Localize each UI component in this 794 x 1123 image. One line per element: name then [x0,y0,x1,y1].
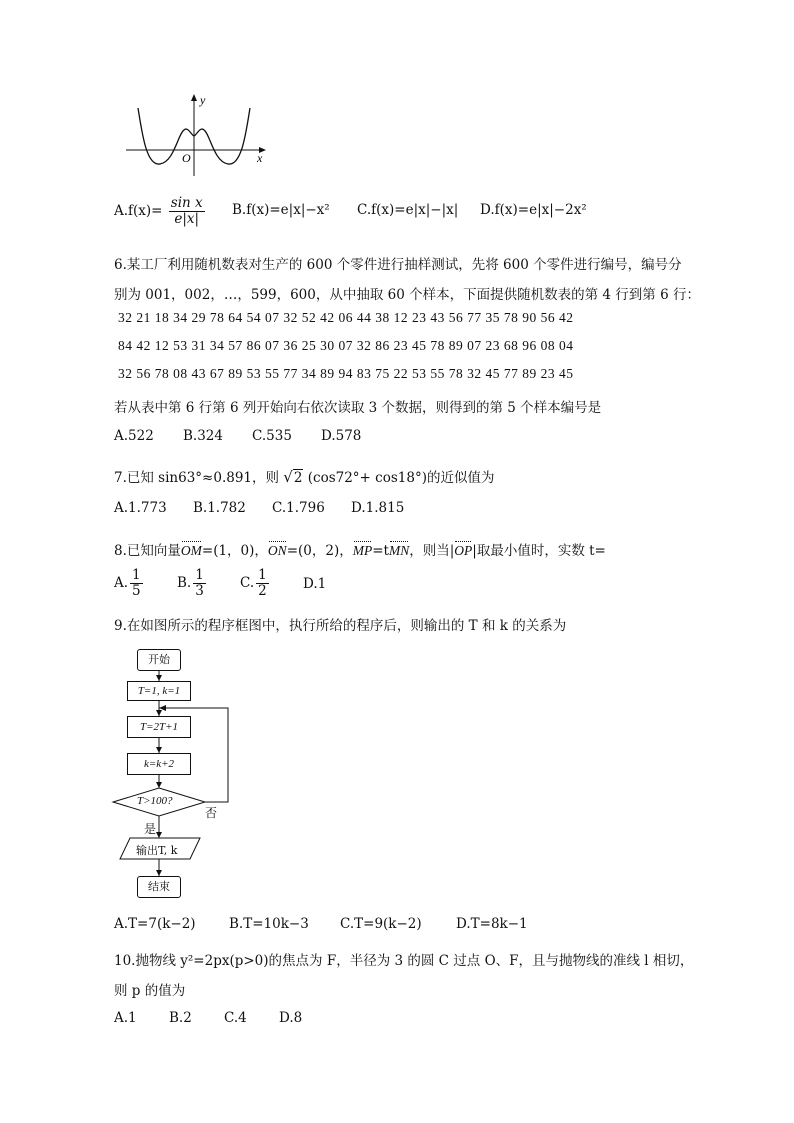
vector-om: OM [180,543,202,558]
q7-option-b: B.1.782 [193,500,246,516]
q7-option-a: A.1.773 [114,500,167,516]
flowchart-condition: T>100? [137,795,173,807]
q5-option-a-fraction: $\frac{\text{sin x}}{e|x|}$ [170,195,203,227]
function-graph [120,92,270,180]
q6-random-row-6: 32 56 78 08 43 67 89 53 55 77 34 89 94 83 75 22 53 55 78 32 45 77 89 23 45 [118,366,574,381]
q9-option-a: A.T=7(k−2) [114,916,196,932]
flowchart-output: 输出T, k [136,844,178,857]
sqrt-symbol: √ [283,468,293,486]
flowchart-start: 开始 [137,649,181,671]
q10-option-d: D.8 [279,1010,303,1026]
flowchart-end: 结束 [137,876,181,898]
q7-option-c: C.1.796 [272,500,325,516]
q5-option-a: A.f(x)= $\frac{\text{sin x}}{e|x|}$ [114,195,203,227]
vector-mn: MN [388,543,410,558]
q6-option-a: A.522 [114,428,154,444]
flowchart-update-k: k=k+2 [127,753,191,775]
q8-option-b: B. $\frac{1}{3}$ [177,567,204,599]
q9-text: 9.在如图所示的程序框图中，执行所给的程序后，则输出的 T 和 k 的关系为 [114,618,567,634]
q10-text-line2: 则 p 的值为 [114,983,186,999]
q8-option-d: D.1 [303,576,327,592]
flowchart-yes-label: 是 [144,822,157,836]
q9-option-c: C.T=9(k−2) [340,916,422,932]
q7-text: 7.已知 sin63°≈0.891，则 √2 (cos72°+ cos18°)的近似值为 [114,468,495,486]
flowchart-update-t: T=2T+1 [127,716,191,738]
q9-option-b: B.T=10k−3 [229,916,309,932]
q6-random-row-4: 32 21 18 34 29 78 64 54 07 32 52 42 06 44 38 12 23 43 56 77 35 78 90 56 42 [118,310,574,325]
q6-text-line1: 6.某工厂利用随机数表对生产的 600 个零件进行抽样测试，先将 600 个零件进行编号，编号分 [114,257,682,273]
q6-option-d: D.578 [321,428,362,444]
q5-option-c: C.f(x)=e|x|−|x| [357,202,459,218]
vector-mp: MP [352,543,373,558]
vector-op: OP [454,543,473,558]
q8-text: 8.已知向量OM=(1，0)，ON=(0，2)，MP=tMN，则当|OP|取最小值时，实数 t= [114,543,606,559]
origin-label: O [182,151,191,165]
q5-option-d: D.f(x)=e|x|−2x² [480,202,587,218]
y-axis-label: y [200,93,206,107]
q9-option-d: D.T=8k−1 [456,916,528,932]
vector-on: ON [267,543,287,558]
q7-option-d: D.1.815 [351,500,405,516]
q6-text-line2: 别为 001，002，…，599，600，从中抽取 60 个样本，下面提供随机数表的第 4 行到第 6 行： [114,287,700,303]
q10-option-a: A.1 [114,1010,137,1026]
q6-text-line3: 若从表中第 6 行第 6 列开始向右依次读取 3 个数据，则得到的第 5 个样本编号是 [114,400,602,416]
q6-option-b: B.324 [183,428,223,444]
x-axis-label: x [257,151,263,165]
q10-option-c: C.4 [224,1010,247,1026]
q10-option-b: B.2 [169,1010,192,1026]
q5-option-b: B.f(x)=e|x|−x² [232,202,330,218]
q6-option-c: C.535 [252,428,292,444]
q8-option-c: C. $\frac{1}{2}$ [240,567,267,599]
q8-option-a: A. $\frac{1}{5}$ [114,567,141,599]
q10-text-line1: 10.抛物线 y²=2px(p>0)的焦点为 F，半径为 3 的圆 C 过点 O、F，且与抛物线的准线 l 相切， [114,953,694,969]
q6-random-row-5: 84 42 12 53 31 34 57 86 07 36 25 30 07 32 86 23 45 78 89 07 23 68 96 08 04 [118,338,574,353]
flowchart-init: T=1, k=1 [127,681,191,701]
flowchart-no-label: 否 [205,806,218,820]
